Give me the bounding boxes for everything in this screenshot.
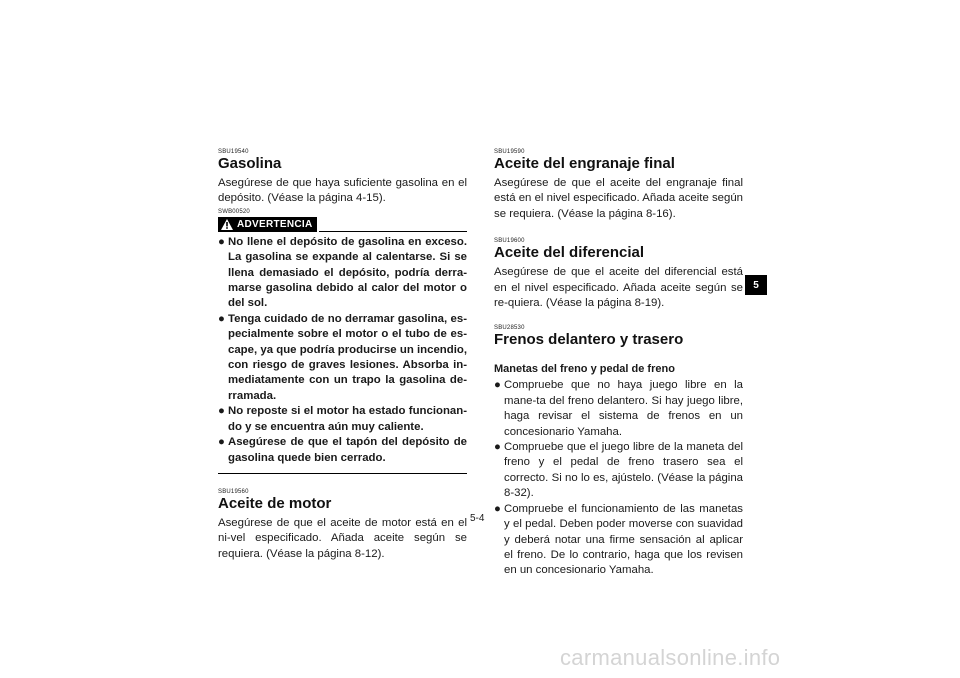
warning-list [218, 235, 467, 466]
section-title-frenos: Frenos delantero y trasero [494, 331, 684, 349]
bullet-icon: ● [218, 312, 225, 325]
section-body-diferencial: Asegúrese de que el aceite del diferencial está en el nivel especificado. Añada aceite según se re-quiera. (Véase la página 8-19). [494, 266, 743, 310]
list-item: ● Compruebe que no haya juego libre en la mane-ta del freno delantero. Si hay juego libre, haga revisar el sistema de frenos en un concesionario Yamaha. [494, 379, 743, 438]
list-item: ● Compruebe que el juego libre de la maneta del freno y el pedal de freno trasero sea el correcto. Si no lo es, ajústelo. (Véase la página 8-32). [494, 441, 743, 500]
bullet-icon: ● [494, 441, 501, 454]
chapter-tab: 5 [745, 275, 767, 295]
section-title-gasolina: Gasolina [218, 155, 282, 172]
subsection-title: Manetas del freno y pedal de freno [494, 363, 675, 376]
section-title-aceite-motor: Aceite de motor [218, 494, 332, 512]
section-body-gasolina: Asegúrese de que haya suficiente gasolina en el depósito. (Véase la página 4-15). [218, 177, 467, 205]
list-item: ● Compruebe el funcionamiento de las manetas y el pedal. Deben poder moverse con suavidad y deberá notar una firme sensación al aplicar el freno. De lo contrario, haga que los revisen en un concesionario Yamaha. [494, 502, 743, 577]
bullet-icon: ● [218, 235, 225, 248]
watermark: carmanualsonline.info [560, 645, 781, 670]
section-body-aceite-motor: Asegúrese de que el aceite de motor está en el ni-vel especificado. Añada aceite según se requiera. (Véase la página 8-12). [218, 516, 467, 560]
bullet-icon: ● [494, 379, 501, 392]
list-item: ● Asegúrese de que el tapón del depósito de gasolina quede bien cerrado. [218, 436, 467, 464]
list-item: ● No llene el depósito de gasolina en exceso. La gasolina se expande al calentarse. Si se llena demasiado el depósito, podría derra-marse gasolina debido al calor del motor o del sol. [218, 235, 467, 310]
bullet-icon: ● [494, 502, 501, 515]
warning-divider [319, 231, 467, 232]
section-code: SBU19540 [218, 149, 249, 155]
bullet-icon: ● [218, 405, 225, 418]
section-title-diferencial: Aceite del diferencial [494, 244, 645, 262]
warning-label-box [218, 217, 317, 232]
brakes-list [494, 378, 743, 578]
warning-label: ADVERTENCIA [237, 218, 313, 230]
warning-header [218, 217, 467, 232]
warning-triangle-icon [221, 219, 233, 230]
section-code: SBU19600 [494, 238, 525, 245]
warning-code: SWB00520 [218, 208, 250, 215]
section-body-engranaje: Asegúrese de que el aceite del engranaje final está en el nivel especificado. Añada aceite según se requiera. (Véase la página 8-16). [494, 177, 743, 220]
bullet-icon: ● [218, 436, 225, 449]
section-code: SBU19560 [218, 488, 249, 495]
section-title-engranaje: Aceite del engranaje final [494, 155, 675, 172]
list-item: ● Tenga cuidado de no derramar gasolina, es-pecialmente sobre el motor o el tubo de es-cape, ya que podría producirse un incendio, con riesgo de graves lesiones. Absorba in-mediatamente con un trapo la gasolina de-rramada. [218, 312, 467, 402]
right-column [494, 149, 743, 579]
list-item: ● No reposte si el motor ha estado funcionan-do y se encuentra aún muy caliente. [218, 405, 467, 433]
section-code: SBU19590 [494, 149, 525, 155]
section-code: SBU28530 [494, 325, 525, 332]
left-column [218, 149, 467, 562]
page-number: 5-4 [470, 513, 485, 524]
